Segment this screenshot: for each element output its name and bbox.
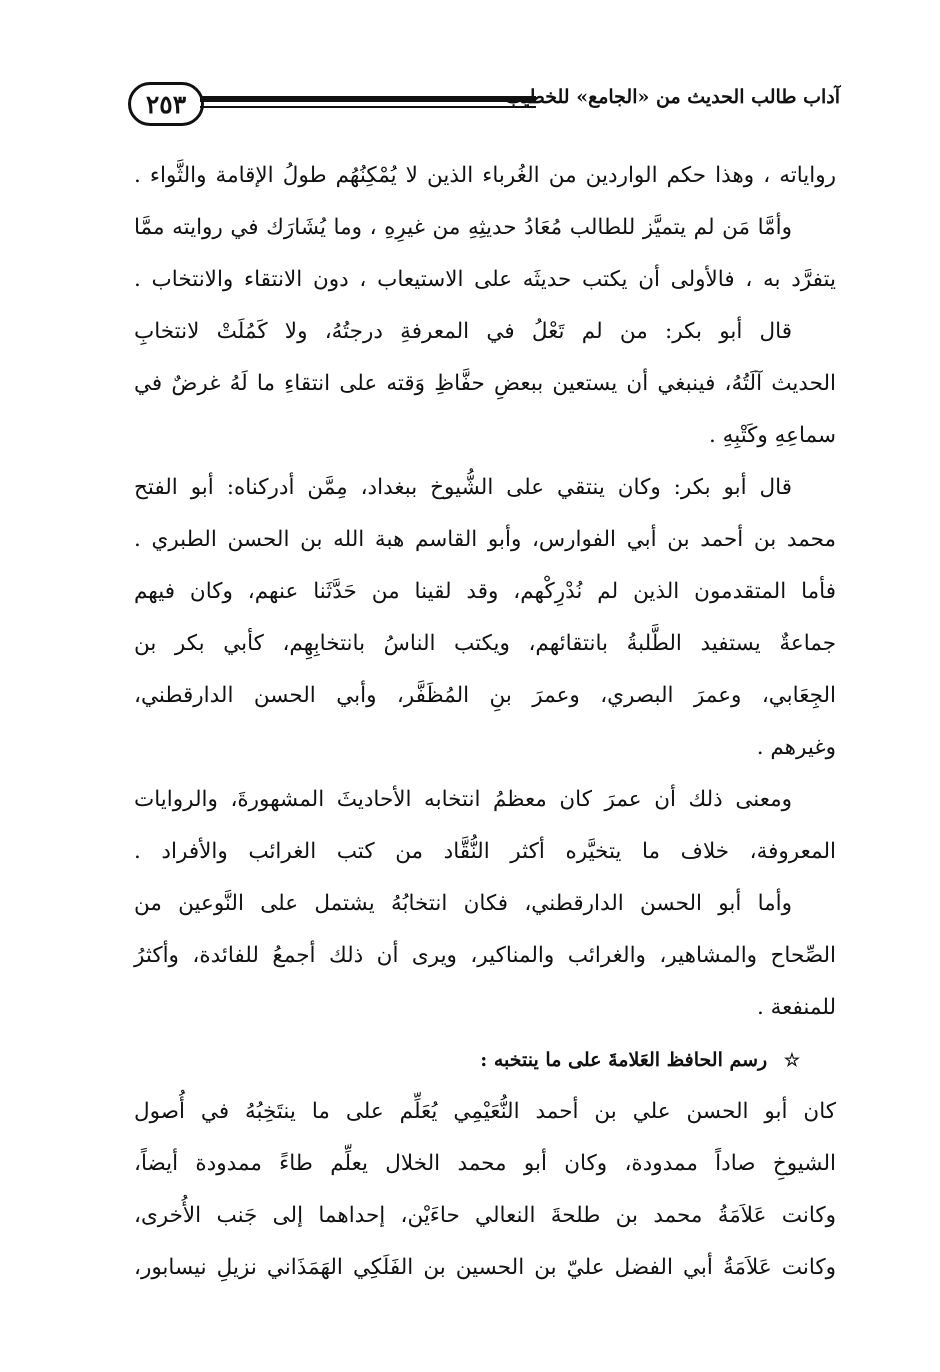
section-heading bbox=[134, 1034, 836, 1086]
text-line: جماعةٌ يستفيد الطَّلبةُ بانتقائهم، ويكتب الناسُ بانتخابِهِم، كأبي بكر بن bbox=[134, 631, 836, 656]
paragraph-start: ومعنى ذلك أن عمرَ كان معظمُ انتخابه الأحاديثَ المشهورةَ، والروايات bbox=[134, 787, 792, 812]
paragraph-start: وأمَّا مَن لم يتميَّز للطالب مُعَادُ حديثِهِ من غيرِهِ ، وما يُشَارَك في روايته ممَّا bbox=[134, 215, 792, 240]
header-rule-thin bbox=[200, 106, 536, 108]
text-line: وغيرهم . bbox=[756, 735, 836, 760]
paragraph-start: قال أبو بكر: وكان ينتقي على الشُّيوخ ببغداد، مِمَّن أدركناه: أبو الفتح bbox=[134, 475, 792, 500]
text-line: الشيوخِ صاداً ممدودة، وكان أبو محمد الخلال يعلِّم طاءً ممدودة أيضاً، bbox=[134, 1151, 836, 1176]
text-line: كان أبو الحسن علي بن أحمد النُّعَيْمِي يُعَلِّم على ما ينتَخِبُهُ في أُصول bbox=[134, 1099, 836, 1124]
header-rule bbox=[200, 96, 536, 110]
body-text bbox=[134, 150, 836, 1294]
header-rule-thick bbox=[200, 96, 536, 102]
text-line: فأما المتقدمون الذين لم نُدْرِكْهم، وقد لقينا من حَدَّثَنا عنهم، وكان فيهم bbox=[134, 579, 836, 604]
text-line: رواياته ، وهذا حكم الواردين من الغُرباء الذين لا يُمْكِنُهُم طولُ الإقامة والثَّواء . bbox=[134, 163, 836, 188]
section-heading-text: رسم الحافظ العَلامةَ على ما ينتخبه : bbox=[480, 1049, 768, 1071]
text-line: الجِعَابي، وعمرَ البصري، وعمرَ بنِ المُظَفَّر، وأبي الحسن الدارقطني، bbox=[134, 683, 836, 708]
text-line: سماعِهِ وكَتْبِهِ . bbox=[709, 423, 836, 448]
paragraph-start: وأما أبو الحسن الدارقطني، فكان انتخابُهُ يشتمل على النَّوعين من bbox=[134, 891, 792, 916]
text-line: المعروفة، خلاف ما يتخيَّره أكثر النُّقَّاد من كتب الغرائب والأفراد . bbox=[134, 839, 836, 864]
text-line: وكانت عَلاَمَةُ محمد بن طلحةَ النعالي حاءَيْن، إحداهما إلى جَنب الأُخرى، bbox=[134, 1203, 836, 1228]
text-line: للمنفعة . bbox=[756, 995, 836, 1020]
text-line: محمد بن أحمد بن أبي الفوارس، وأبو القاسم هبة الله بن الحسن الطبري . bbox=[134, 527, 836, 552]
running-header bbox=[128, 82, 840, 130]
paragraph-start: قال أبو بكر: من لم تَعْلُ في المعرفةِ درجتُهُ، ولا كَمُلَتْ لانتخابِ bbox=[134, 319, 792, 344]
header-title: آداب طالب الحديث من «الجامع» للخطيب bbox=[505, 86, 840, 108]
text-line: الحديث آلَتُهُ، فينبغي أن يستعين ببعضِ حفَّاظِ وَقته على انتقاءِ ما لَهُ غرضٌ في bbox=[134, 371, 836, 396]
page-number: ٢٥٣ bbox=[128, 82, 204, 126]
star-outline-icon: ☆ bbox=[783, 1050, 800, 1071]
text-line: يتفرَّد به ، فالأولى أن يكتب حديثَه على الاستيعاب ، دون الانتقاء والانتخاب . bbox=[134, 267, 836, 292]
text-line: وكانت عَلاَمَةُ أبي الفضل عليّ بن الحسين بن الفَلَكِي الهَمَذَاني نزيلِ نيسابور، bbox=[134, 1255, 836, 1280]
text-line: الصِّحاح والمشاهير، والغرائب والمناكير، ويرى أن ذلك أجمعُ للفائدة، وأكثرُ bbox=[134, 943, 836, 968]
